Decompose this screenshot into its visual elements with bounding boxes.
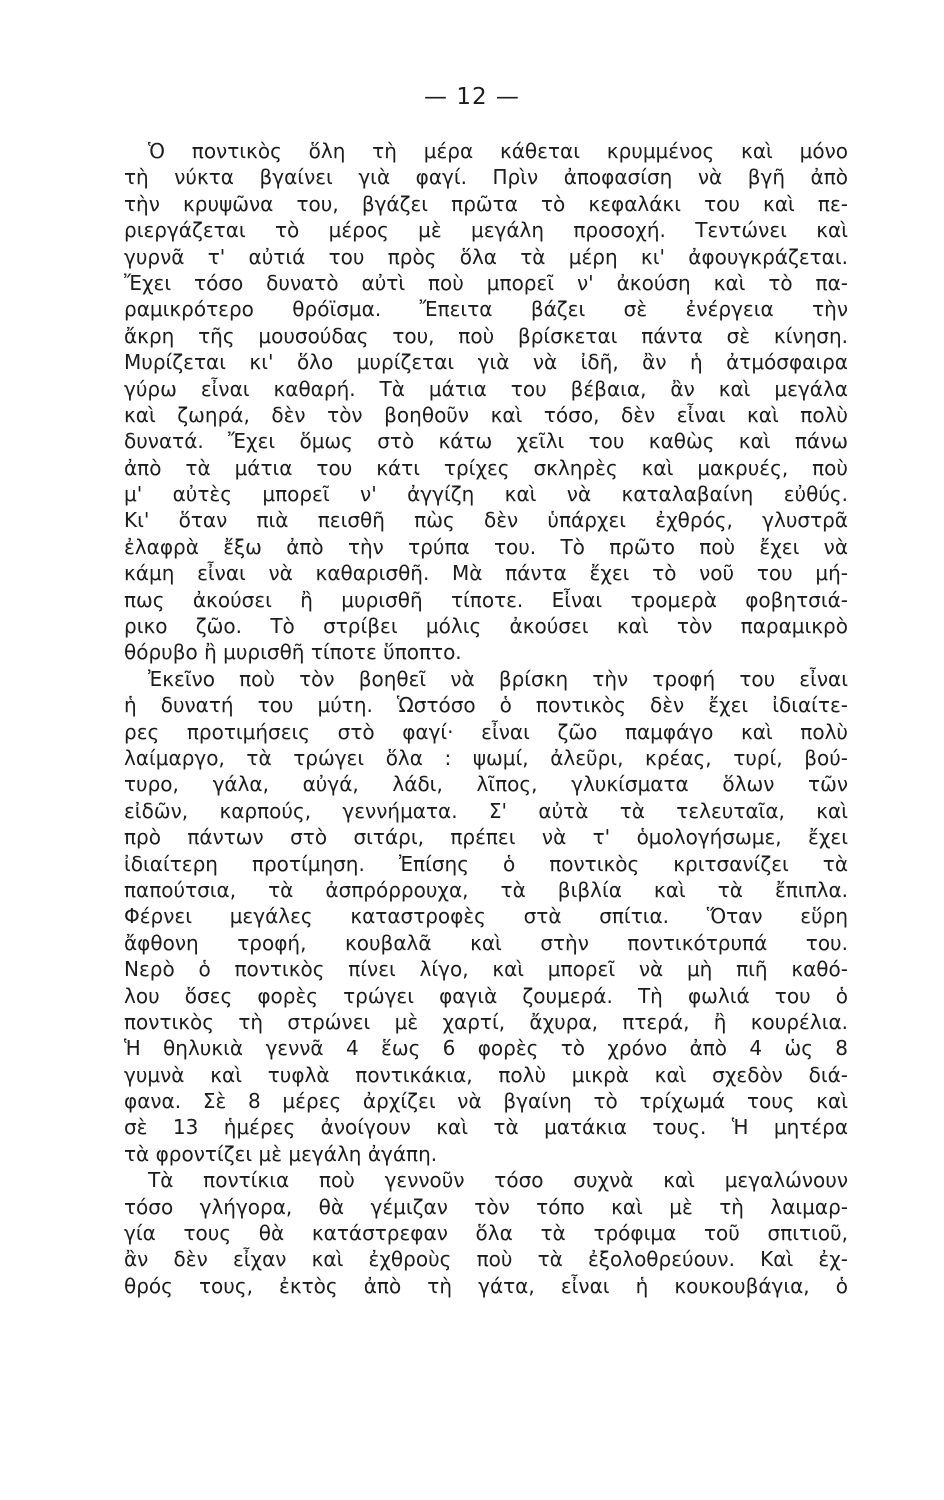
text-line: εἰδῶν, καρπούς, γεννήματα. Σ' αὐτὰ τὰ τελευταῖα, καὶ [124, 798, 848, 823]
text-line: γυμνὰ καὶ τυφλὰ ποντικάκια, πολὺ μικρὰ καὶ σχεδὸν διά- [124, 1062, 848, 1087]
text-line: ρικο ζῶο. Τὸ στρίβει μόλις ἀκούσει καὶ τὸν παραμικρὸ [124, 614, 848, 639]
page-number: — 12 — [424, 84, 520, 110]
text-line: τὴν κρυψῶνα του, βγάζει πρῶτα τὸ κεφαλάκι του καὶ πε- [124, 191, 848, 216]
text-line: γύρω εἶναι καθαρή. Τὰ μάτια του βέβαια, ἂν καὶ μεγάλα [124, 376, 848, 401]
text-line: λαίμαργο, τὰ τρώγει ὅλα : ψωμί, ἀλεῦρι, κρέας, τυρί, βού- [124, 745, 848, 770]
text-line: τόσο γλήγορα, θὰ γέμιζαν τὸν τόπο καὶ μὲ τὴ λαιμαρ- [124, 1194, 848, 1219]
text-line: τὴ νύκτα βγαίνει γιὰ φαγί. Πρὶν ἀποφασίση νὰ βγῆ ἀπὸ [124, 165, 848, 190]
text-line: τὰ φροντίζει μὲ μεγάλη ἀγάπη. [124, 1141, 438, 1166]
text-line: Ἐκεῖνο ποὺ τὸν βοηθεῖ νὰ βρίσκη τὴν τροφή του εἶναι [148, 666, 848, 691]
text-line: ἄκρη τῆς μουσούδας του, ποὺ βρίσκεται πάντα σὲ κίνηση. [124, 323, 848, 348]
text-line: ραμικρότερο θρόϊσμα. Ἔπειτα βάζει σὲ ἐνέργεια τὴν [124, 297, 848, 322]
text-line: τυρο, γάλα, αὐγά, λάδι, λῖπος, γλυκίσματα ὅλων τῶν [124, 772, 848, 797]
text-line: Ἡ θηλυκιὰ γεννᾶ 4 ἕως 6 φορὲς τὸ χρόνο ἀπὸ 4 ὡς 8 [124, 1036, 848, 1061]
text-line: λου ὅσες φορὲς τρώγει φαγιὰ ζουμερά. Τὴ φωλιά του ὁ [124, 983, 848, 1008]
text-line: ἡ δυνατή του μύτη. Ὡστόσο ὁ ποντικὸς δὲν ἔχει ἰδιαίτε- [124, 693, 848, 718]
text-line: γυρνᾶ τ' αὐτιά του πρὸς ὅλα τὰ μέρη κι' ἀφουγκράζεται. [124, 244, 848, 269]
text-line: κάμη εἶναι νὰ καθαρισθῆ. Μὰ πάντα ἔχει τὸ νοῦ του μή- [124, 561, 848, 586]
text-line: ἄφθονη τροφή, κουβαλᾶ καὶ στὴν ποντικότρυπά του. [124, 930, 848, 955]
text-line: δυνατά. Ἔχει ὅμως στὸ κάτω χεῖλι του καθὼς καὶ πάνω [124, 429, 848, 454]
text-line: πως ἀκούσει ἢ μυρισθῆ τίποτε. Εἶναι τρομερὰ φοβητσιά- [124, 587, 848, 612]
text-line: ἐλαφρὰ ἔξω ἀπὸ τὴν τρύπα του. Τὸ πρῶτο ποὺ ἔχει νὰ [124, 534, 848, 559]
text-line: φανα. Σὲ 8 μέρες ἀρχίζει νὰ βγαίνη τὸ τρίχωμά τους καὶ [124, 1089, 848, 1114]
text-line: Φέρνει μεγάλες καταστροφὲς στὰ σπίτια. Ὅταν εὕρη [124, 904, 848, 929]
text-line: θρός τους, ἐκτὸς ἀπὸ τὴ γάτα, εἶναι ἡ κουκουβάγια, ὁ [124, 1273, 848, 1298]
body-text [124, 138, 848, 1299]
text-line: Τὰ ποντίκια ποὺ γεννοῦν τόσο συχνὰ καὶ μεγαλώνουν [148, 1168, 848, 1193]
text-line: ποντικὸς τὴ στρώνει μὲ χαρτί, ἄχυρα, πτερά, ἢ κουρέλια. [124, 1009, 848, 1034]
text-line: θόρυβο ἢ μυρισθῆ τίποτε ὕποπτο. [124, 640, 462, 665]
text-line: ἀπὸ τὰ μάτια του κάτι τρίχες σκληρὲς καὶ μακρυές, ποὺ [124, 455, 848, 480]
text-line: παπούτσια, τὰ ἀσπρόρρουχα, τὰ βιβλία καὶ τὰ ἔπιπλα. [124, 877, 848, 902]
text-line: ριεργάζεται τὸ μέρος μὲ μεγάλη προσοχή. Τεντώνει καὶ [124, 218, 848, 243]
text-line: καὶ ζωηρά, δὲν τὸν βοηθοῦν καὶ τόσο, δὲν εἶναι καὶ πολὺ [124, 402, 848, 427]
text-line: ἂν δὲν εἶχαν καὶ ἐχθροὺς ποὺ τὰ ἐξολοθρεύουν. Καὶ ἐχ- [124, 1247, 848, 1272]
text-line: γία τους θὰ κατάστρεφαν ὅλα τὰ τρόφιμα τοῦ σπιτιοῦ, [124, 1221, 848, 1246]
text-line: ρες προτιμήσεις στὸ φαγί· εἶναι ζῶο παμφάγο καὶ πολὺ [124, 719, 848, 744]
text-line: σὲ 13 ἡμέρες ἀνοίγουν καὶ τὰ ματάκια τους. Ἡ μητέρα [124, 1115, 848, 1140]
text-line: Ἔχει τόσο δυνατὸ αὐτὶ ποὺ μπορεῖ ν' ἀκούση καὶ τὸ πα- [124, 270, 848, 295]
text-line: Ὁ ποντικὸς ὅλη τὴ μέρα κάθεται κρυμμένος καὶ μόνο [148, 139, 848, 163]
text-line: ἰδιαίτερη προτίμηση. Ἐπίσης ὁ ποντικὸς κριτσανίζει τὰ [124, 851, 848, 876]
text-line: Κι' ὅταν πιὰ πεισθῆ πὼς δὲν ὑπάρχει ἐχθρός, γλυστρᾶ [124, 508, 848, 533]
text-line: Μυρίζεται κι' ὅλο μυρίζεται γιὰ νὰ ἰδῆ, ἂν ἡ ἀτμόσφαιρα [124, 350, 848, 375]
text-line: πρὸ πάντων στὸ σιτάρι, πρέπει νὰ τ' ὁμολογήσωμε, ἔχει [124, 825, 848, 850]
text-line: μ' αὐτὲς μπορεῖ ν' ἀγγίζη καὶ νὰ καταλαβαίνη εὐθύς. [124, 482, 848, 507]
text-line: Νερὸ ὁ ποντικὸς πίνει λίγο, καὶ μπορεῖ νὰ μὴ πιῆ καθό- [124, 957, 848, 982]
